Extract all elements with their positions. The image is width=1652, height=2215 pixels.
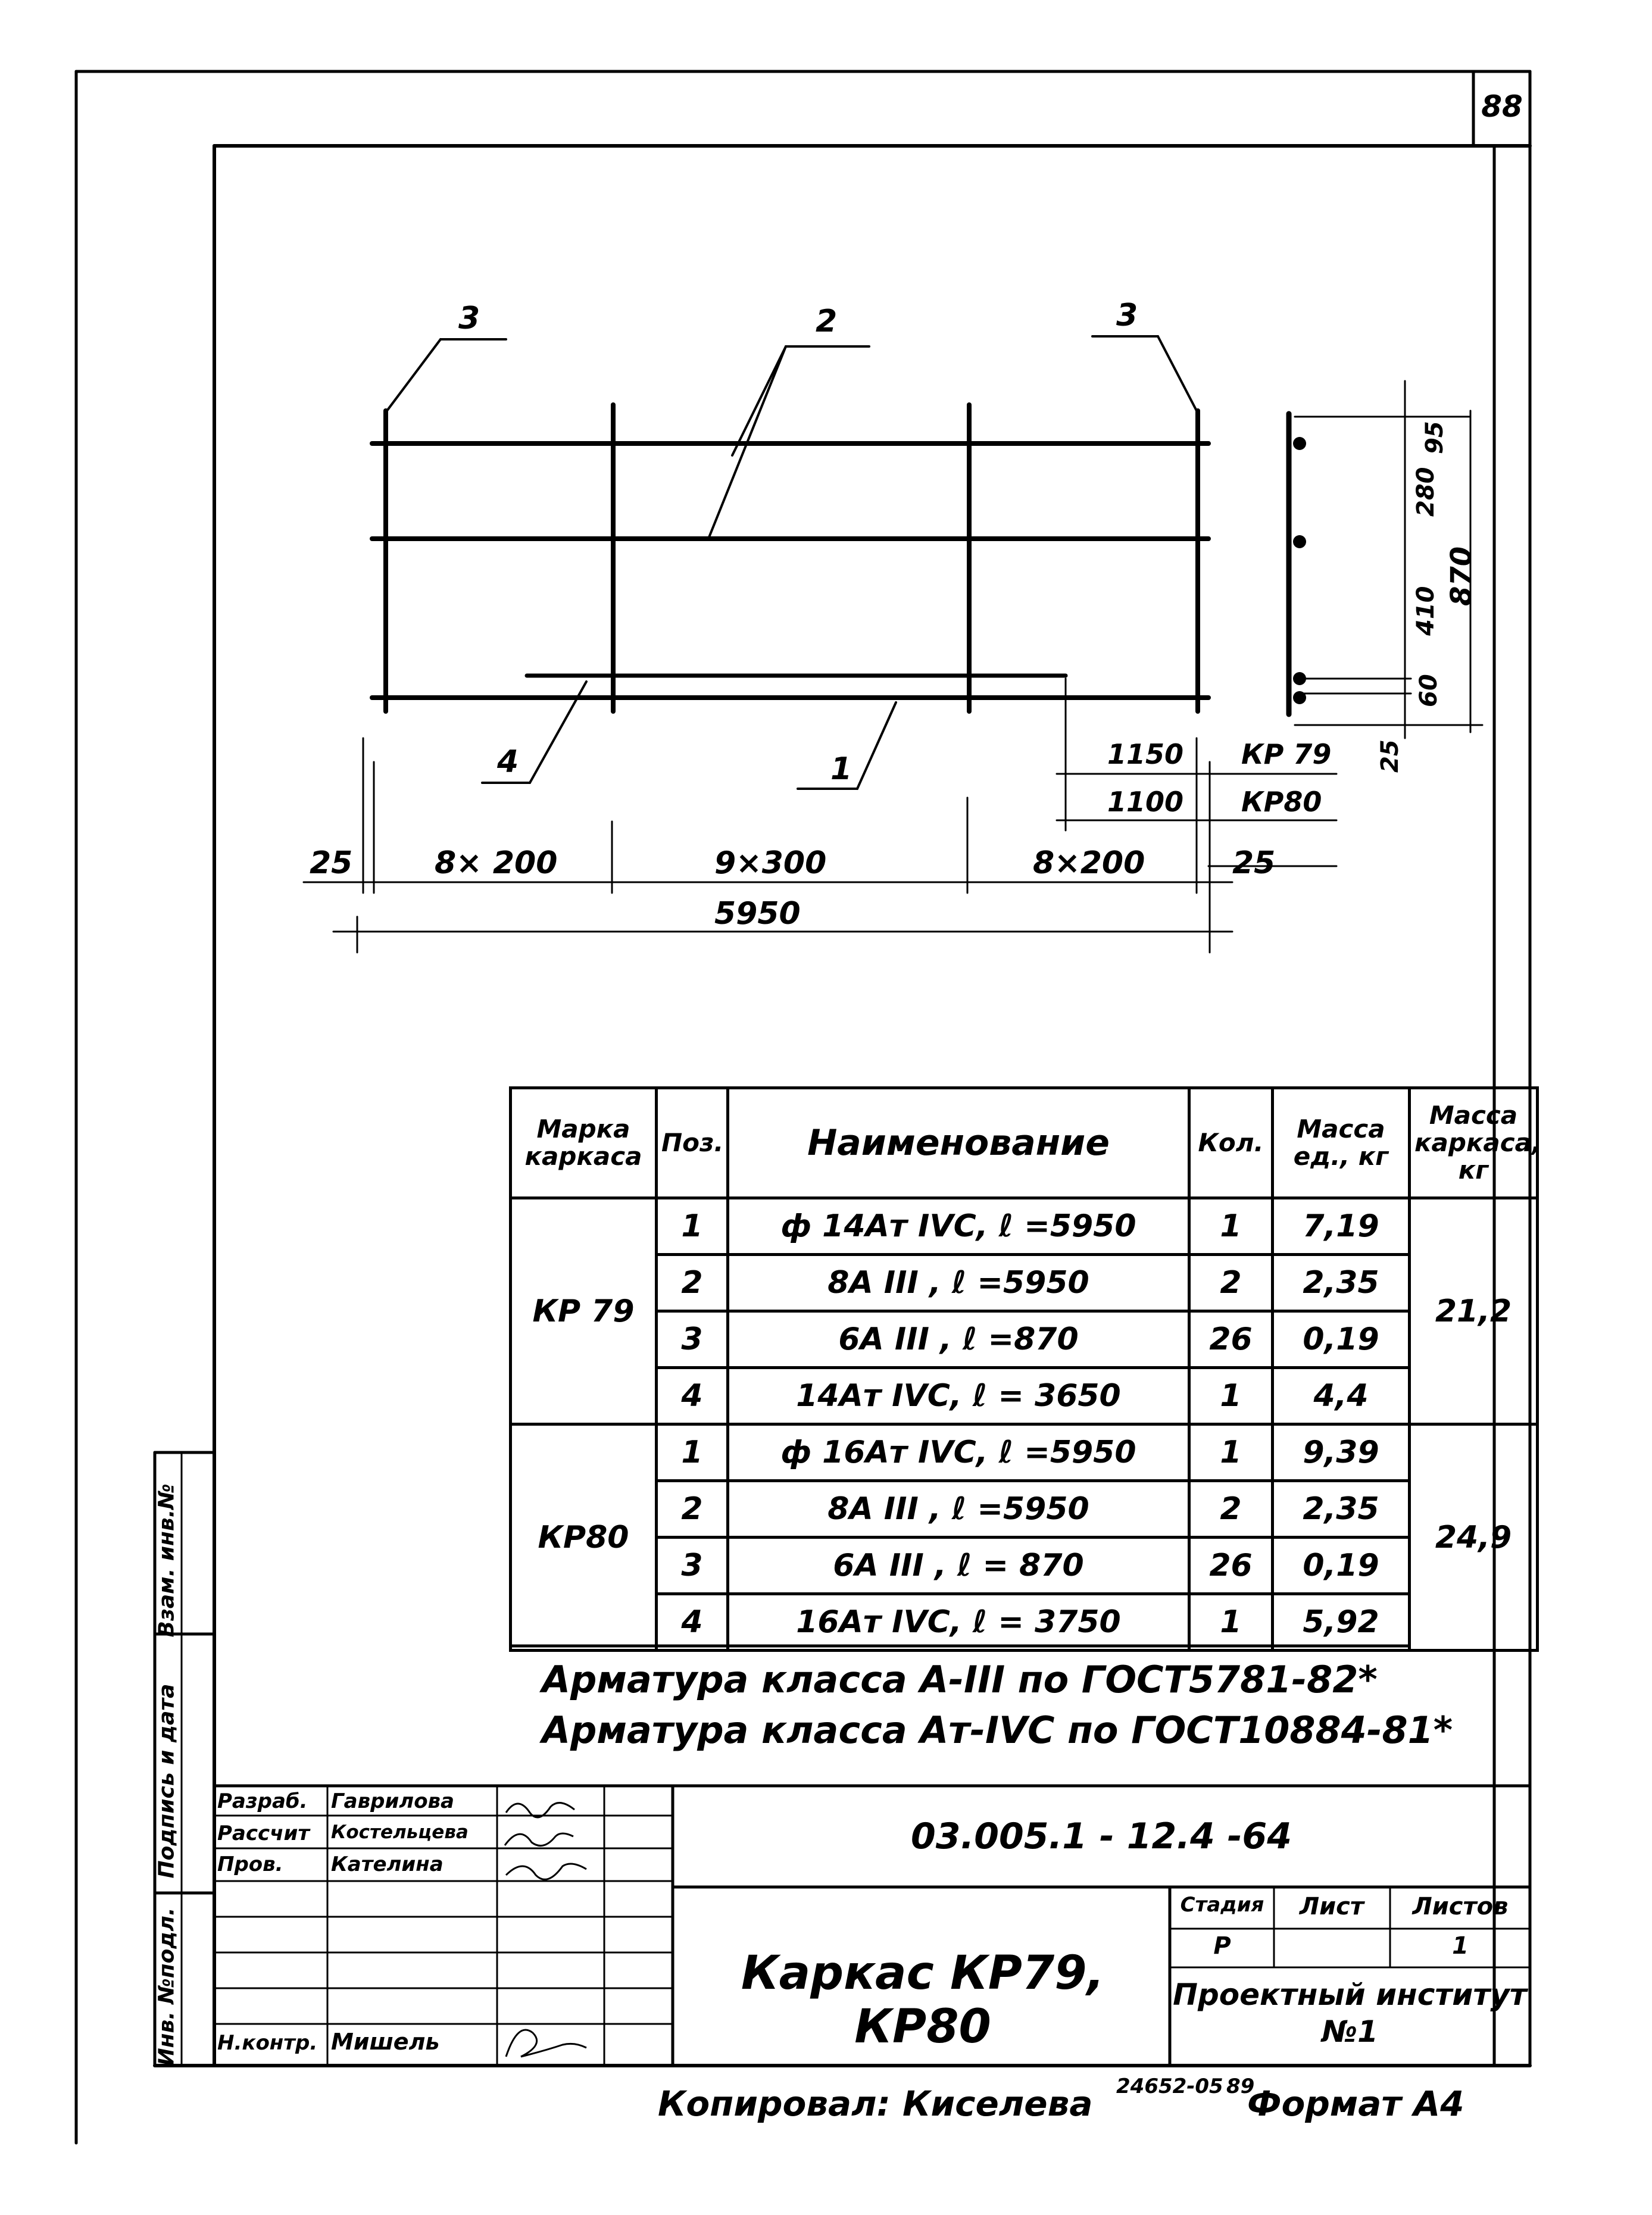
footer-code: 24652-05 [1116,2075,1223,2098]
mass-cell: 7,19 [1273,1198,1410,1255]
bar-dot-4 [1293,691,1306,704]
sheets-value: 1 [1452,1932,1469,1960]
name-cell: 8А III , ℓ =5950 [728,1255,1189,1311]
mark-cell: КР 79 [511,1198,657,1424]
signature-4 [506,2030,586,2057]
name-cell: 16Ат IVС, ℓ = 3750 [728,1594,1189,1651]
dim-8x200-left: 8× 200 [435,845,558,881]
role-rasschit: Рассчит [217,1822,310,1845]
label-kp80: КР80 [1241,786,1322,818]
label-kp79: КР 79 [1241,738,1332,770]
signature-2 [505,1833,573,1846]
name-cell: ф 14Ат IVС, ℓ =5950 [728,1198,1189,1255]
qty-cell: 1 [1189,1368,1273,1424]
footer-format: Формат А4 [1247,2083,1464,2124]
callout-2: 2 [816,304,838,339]
label-sheet: Лист [1299,1893,1364,1920]
side-stamp-signature-date: Подпись и дата [154,1683,179,1879]
pos-cell: 3 [657,1311,728,1368]
signature-3 [506,1864,586,1879]
label-sheets: Листов [1412,1893,1509,1920]
qty-cell: 2 [1189,1481,1273,1538]
name-cell: 8А III , ℓ =5950 [728,1481,1189,1538]
doc-code: 03.005.1 - 12.4 -64 [910,1816,1292,1857]
label-stage: Стадия [1180,1893,1264,1917]
note-rebar-at4c: Арматура класса Ат-IVС по ГОСТ10884-81* [542,1708,1453,1752]
callout-4: 4 [497,744,519,780]
note-rebar-a3: Арматура класса А-III по ГОСТ5781-82* [542,1658,1378,1701]
pos-cell: 4 [657,1368,728,1424]
spec-table [509,1086,1539,1652]
name-cell: 6А III , ℓ =870 [728,1311,1189,1368]
dim-870: 870 [1445,546,1478,606]
name-cell: 6А III , ℓ = 870 [728,1538,1189,1594]
table-row [511,1198,1538,1255]
dim-60: 60 [1415,674,1442,707]
bar-dot-2 [1293,535,1306,548]
dim-410: 410 [1412,586,1439,636]
pos-cell: 4 [657,1594,728,1651]
qty-cell: 1 [1189,1424,1273,1481]
name-cell: ф 16Ат IVС, ℓ =5950 [728,1424,1189,1481]
role-prov: Пров. [217,1852,283,1876]
side-stamp-inv-podl: Инв. №подл. [154,1907,179,2066]
pos-cell: 1 [657,1198,728,1255]
mass-cell: 4,4 [1273,1368,1410,1424]
callout-1: 1 [830,751,852,787]
role-nkontr: Н.контр. [217,2031,318,2055]
mass-cell: 0,19 [1273,1311,1410,1368]
bar-dot-3 [1293,672,1306,685]
col-mark: Марка каркаса [511,1088,657,1198]
frame-mass-cell: 21,2 [1410,1198,1538,1424]
qty-cell: 26 [1189,1538,1273,1594]
table-header-row [511,1088,1538,1198]
mark-cell: КР80 [511,1424,657,1651]
table-row [511,1424,1538,1481]
table-row [511,1538,1538,1594]
side-stamp-vzam-inv: Взам. инв.№ [154,1483,179,1638]
mass-cell: 9,39 [1273,1424,1410,1481]
pos-cell: 2 [657,1481,728,1538]
mass-cell: 2,35 [1273,1255,1410,1311]
role-razrab: Разраб. [217,1789,308,1813]
bar-dot-1 [1293,437,1306,450]
drawing-title: Каркас КР79, КР80 [741,1947,1105,2054]
footer-copied: Копировал: Киселева [658,2083,1093,2124]
dim-9x300: 9×300 [714,845,827,881]
callout-3-right: 3 [1116,298,1138,333]
dim-25-right-bottom: 25 [1232,845,1276,881]
mass-cell: 5,92 [1273,1594,1410,1651]
name-mishel: Мишель [331,2029,440,2055]
dim-95: 95 [1421,421,1448,454]
org-name: Проектный институт №1 [1173,1977,1527,2049]
callout-3-left: 3 [458,301,480,336]
frame-mass-cell: 24,9 [1410,1424,1538,1651]
mass-cell: 2,35 [1273,1481,1410,1538]
dim-25-right: 25 [1376,739,1404,773]
dim-25-left: 25 [310,845,353,881]
table-row [511,1311,1538,1368]
qty-cell: 26 [1189,1311,1273,1368]
sheet-number: 88 [1481,89,1523,124]
name-gavrilova: Гаврилова [331,1789,455,1813]
pos-cell: 2 [657,1255,728,1311]
dim-1100: 1100 [1107,786,1184,818]
table-row [511,1255,1538,1311]
table-row [511,1594,1538,1651]
col-qty: Кол. [1189,1088,1273,1198]
table-row [511,1368,1538,1424]
footer-code2: 89 [1226,2075,1255,2098]
dim-1150: 1150 [1107,738,1184,770]
qty-cell: 1 [1189,1198,1273,1255]
stage-value: Р [1213,1932,1231,1960]
col-pos: Поз. [657,1088,728,1198]
qty-cell: 1 [1189,1594,1273,1651]
mass-cell: 0,19 [1273,1538,1410,1594]
qty-cell: 2 [1189,1255,1273,1311]
pos-cell: 1 [657,1424,728,1481]
col-frame-mass: Масса каркаса, кг [1410,1088,1538,1198]
name-cell: 14Ат IVС, ℓ = 3650 [728,1368,1189,1424]
dim-280: 280 [1412,467,1439,517]
dim-8x200-right: 8×200 [1033,845,1145,881]
name-katelina: Кателина [331,1852,444,1876]
name-kostelceva: Костельцева [331,1822,469,1843]
pos-cell: 3 [657,1538,728,1594]
dim-5950: 5950 [714,896,801,932]
table-row [511,1481,1538,1538]
col-unit-mass: Масса ед., кг [1273,1088,1410,1198]
col-name: Наименование [728,1088,1189,1198]
